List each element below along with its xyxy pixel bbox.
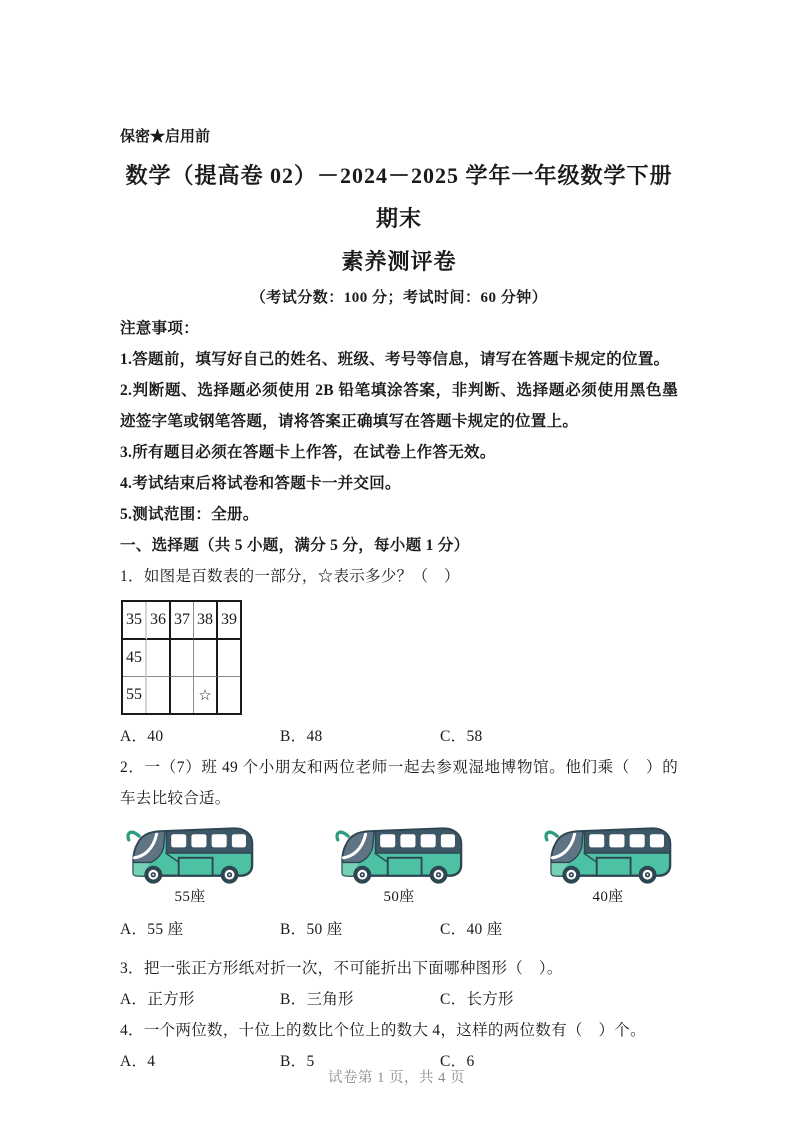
notice-item-4: 4.考试结束后将试卷和答题卡一并交回。 [120, 475, 401, 492]
question-1-options [120, 721, 678, 752]
table-cell [218, 677, 240, 713]
notice-item-2: 2.判断题、选择题必须使用 2B 铅笔填涂答案，非判断、选择题必须使用黑色墨迹签字笔或钢笔答题，请将答案正确填写在答题卡规定的位置上。 [120, 382, 678, 430]
bus-55 [120, 822, 260, 908]
option-b: B．5 [280, 1053, 315, 1070]
notice-item-1: 1.答题前，填写好自己的姓名、班级、考号等信息，请写在答题卡规定的位置。 [120, 351, 670, 368]
table-cell: 35 [123, 602, 147, 640]
bus-capacity-label: 55座 [174, 889, 206, 905]
table-cell [147, 677, 171, 713]
bus-capacity-label: 50座 [383, 889, 415, 905]
bus-icon [122, 822, 258, 886]
question-1-text: 1．如图是百数表的一部分，☆表示多少？（ ） [120, 568, 460, 585]
option-a: A．55 座 [120, 921, 184, 938]
table-cell: 37 [171, 602, 194, 640]
bus-capacity-label: 40座 [592, 889, 624, 905]
bus-icon [540, 822, 676, 886]
table-row [123, 677, 240, 713]
star-cell: ☆ [194, 677, 218, 713]
option-c: C．长方形 [440, 991, 514, 1008]
table-cell: 55 [123, 677, 147, 713]
section1-heading: 一、选择题（共 5 小题，满分 5 分，每小题 1 分） [120, 537, 470, 554]
notice-heading: 注意事项： [120, 320, 200, 337]
option-c: C．40 座 [440, 921, 503, 938]
option-b: B．三角形 [280, 991, 354, 1008]
table-cell: 39 [218, 602, 240, 640]
table-cell [171, 640, 194, 677]
table-cell: 45 [123, 640, 147, 677]
exam-meta: （考试分数：100 分；考试时间：60 分钟） [250, 290, 548, 306]
option-a: A．正方形 [120, 991, 195, 1008]
question-3-options [120, 984, 678, 1015]
table-row [123, 602, 240, 640]
notice-item-3: 3.所有题目必须在答题卡上作答，在试卷上作答无效。 [120, 444, 496, 461]
option-a: A．4 [120, 1053, 156, 1070]
table-row [123, 640, 240, 677]
option-b: B．48 [280, 728, 323, 745]
table-cell [194, 640, 218, 677]
hundred-chart-table [121, 600, 242, 715]
question-2-text: 2．一（7）班 49 个小朋友和两位老师一起去参观湿地博物馆。他们乘（ ）的车去比较合适。 [120, 759, 678, 807]
option-c: C．6 [440, 1053, 475, 1070]
bus-40 [538, 822, 678, 908]
bus-50 [329, 822, 469, 908]
bus-icon [331, 822, 467, 886]
table-cell: 38 [194, 602, 218, 640]
exam-title-line1: 数学（提高卷 02）－2024－2025 学年一年级数学下册期末 [125, 163, 673, 231]
question-2-options [120, 914, 678, 945]
option-a: A．40 [120, 728, 164, 745]
bus-images [120, 822, 678, 908]
notice-item-5: 5.测试范围：全册。 [120, 506, 259, 523]
question-4-text: 4．一个两位数，十位上的数比个位上的数大 4，这样的两位数有（ ）个。 [120, 1022, 646, 1039]
table-cell: 36 [147, 602, 171, 640]
option-c: C．58 [440, 728, 483, 745]
secrecy-label: 保密★启用前 [120, 129, 211, 145]
table-cell [171, 677, 194, 713]
exam-title-line2: 素养测评卷 [341, 249, 457, 274]
page-footer: 试卷第 1 页，共 4 页 [328, 1070, 465, 1086]
exam-title [120, 154, 678, 283]
table-cell [218, 640, 240, 677]
table-cell [147, 640, 171, 677]
option-b: B．50 座 [280, 921, 343, 938]
question-3-text: 3．把一张正方形纸对折一次，不可能折出下面哪种图形（ ）。 [120, 960, 563, 977]
